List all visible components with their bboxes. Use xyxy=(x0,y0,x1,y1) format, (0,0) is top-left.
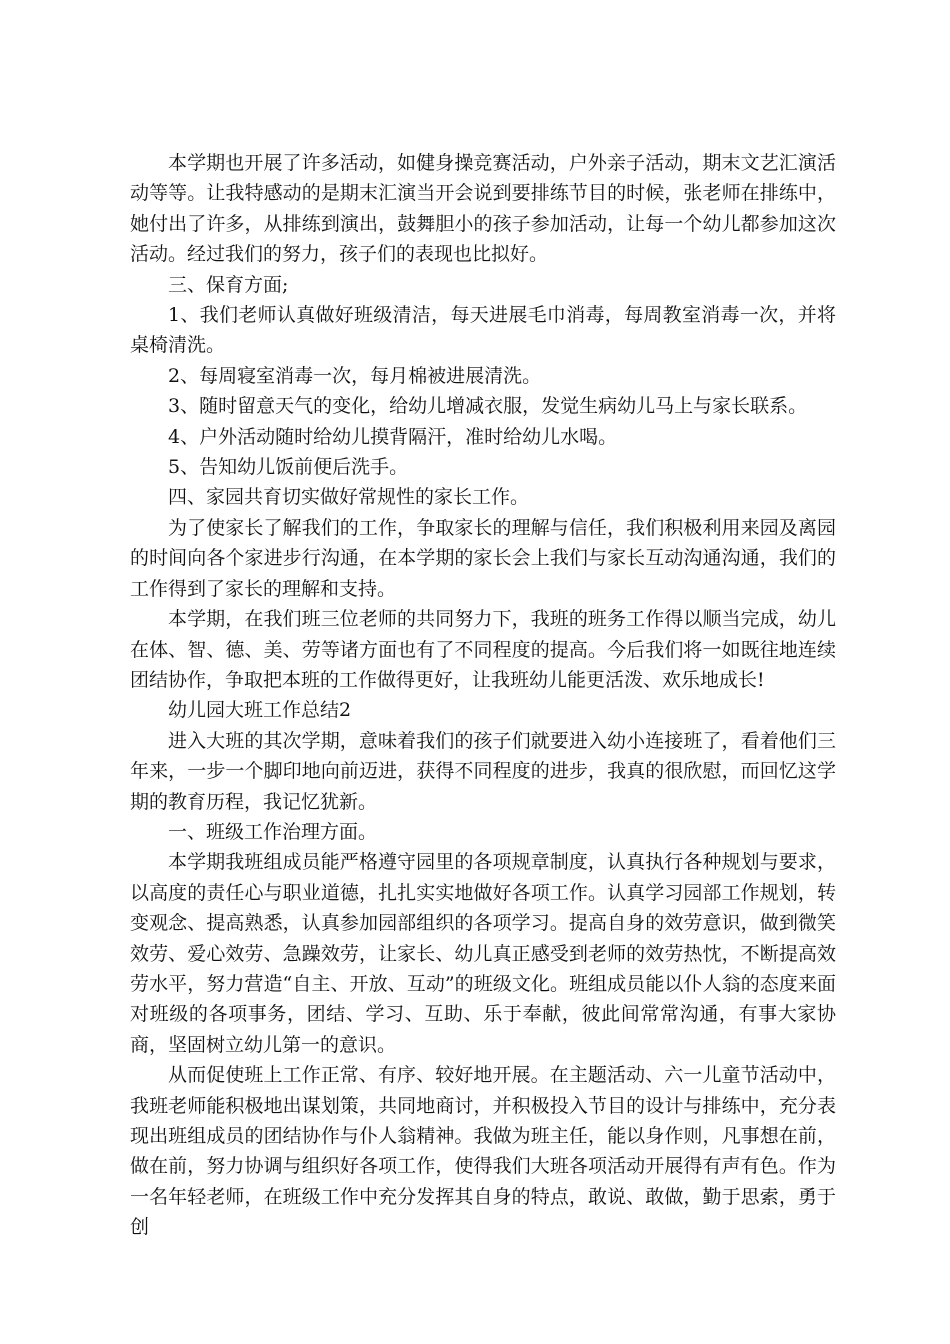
list-item-4: 4、户外活动随时给幼儿摸背隔汗，准时给幼儿水喝。 xyxy=(168,425,618,448)
paragraph-work-progress: 从而促使班上工作正常、有序、较好地开展。在主题活动、六一儿童节活动中，我班老师能积极地出谋划策，共同地商讨，并积极投入节目的设计与排练中，充分表现出班组成员的团结协作与仆人翁精神。我做为班主任，能以身作则，凡事想在前，做在前，努力协调与组织好各项工作，使得我们大班各项活动开展得有声有色。作为一名年轻老师，在班级工作中充分发挥其自身的特点，敢说、敢做，勤于思索，勇于创 xyxy=(130,1064,836,1239)
paragraph-semester-summary: 本学期，在我们班三位老师的共同努力下，我班的班务工作得以顺当完成，幼儿在体、智、德、美、劳等诸方面也有了不同程度的提高。今后我们将一如既往地连续团结协作，争取把本班的工作做得更好，让我班幼儿能更活泼、欢乐地成长! xyxy=(130,608,836,691)
heading-class-management: 一、班级工作治理方面。 xyxy=(168,820,378,843)
paragraph-activities: 本学期也开展了许多活动，如健身操竞赛活动，户外亲子活动，期末文艺汇演活动等等。让我特感动的是期末汇演当开会说到要排练节目的时候，张老师在排练中，她付出了许多，从排练到演出，鼓舞胆小的孩子参加活动，让每一个幼儿都参加这次活动。经过我们的努力，孩子们的表现也比拟好。 xyxy=(130,152,836,266)
list-item-3: 3、随时留意天气的变化，给幼儿增减衣服，发觉生病幼儿马上与家长联系。 xyxy=(168,395,808,418)
list-item-2: 2、每周寝室消毒一次，每月棉被进展清洗。 xyxy=(168,364,542,387)
heading-home-school: 四、家园共育切实做好常规性的家长工作。 xyxy=(168,486,530,509)
paragraph-intro: 进入大班的其次学期，意味着我们的孩子们就要进入幼小连接班了，看着他们三年来，一步一个脚印地向前迈进，获得不同程度的进步，我真的很欣慰，而回忆这学期的教育历程，我记忆犹新。 xyxy=(130,729,836,813)
document-page xyxy=(130,148,836,1243)
paragraph-team: 本学期我班组成员能严格遵守园里的各项规章制度，认真执行各种规划与要求，以高度的责任心与职业道德，扎扎实实地做好各项工作。认真学习园部工作规划，转变观念、提高熟悉，认真参加园部组织的各项学习。提高自身的效劳意识，做到微笑效劳、爱心效劳、急躁效劳，让家长、幼儿真正感受到老师的效劳热忱，不断提高效劳水平，努力营造“自主、开放、互动”的班级文化。班组成员能以仆人翁的态度来面对班级的各项事务，团结、学习、互助、乐于奉献，彼此间常常沟通，有事大家协商，坚固树立幼儿第一的意识。 xyxy=(130,851,836,1056)
heading-care: 三、保育方面; xyxy=(168,273,289,296)
list-item-5: 5、告知幼儿饭前便后洗手。 xyxy=(168,456,409,479)
paragraph-parents: 为了使家长了解我们的工作，争取家长的理解与信任，我们积极利用来园及离园的时间向各个家进步行沟通，在本学期的家长会上我们与家长互动沟通沟通，我们的工作得到了家长的理解和支持。 xyxy=(130,516,836,600)
list-item-1: 1、我们老师认真做好班级清洁，每天进展毛巾消毒，每周教室消毒一次，并将桌椅清洗。 xyxy=(130,304,836,357)
section-title-summary-2: 幼儿园大班工作总结2 xyxy=(168,699,352,722)
